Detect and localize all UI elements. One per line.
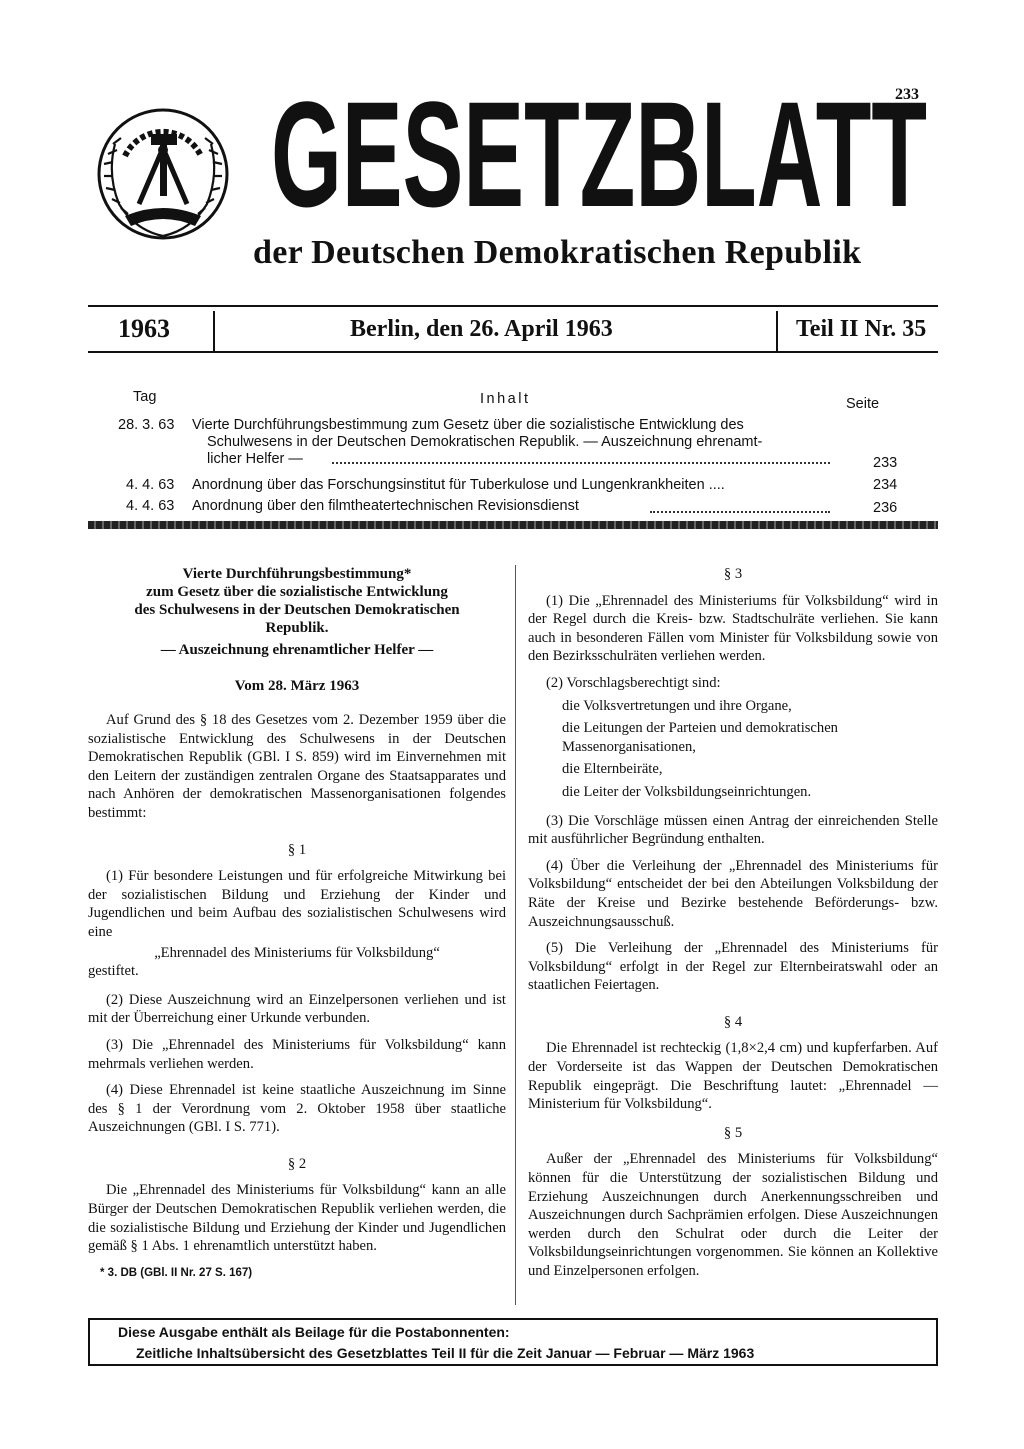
section-heading: § 2 [287, 1155, 307, 1172]
contents-entry-line: Anordnung über das Forschungsinstitut für Tuberkulose und Lungenkrankheiten .... [192, 477, 725, 493]
contents-entry-line: Schulwesens in der Deutschen Demokratischen Republik. — Auszeichnung ehrenamt- [207, 434, 763, 450]
contents-entry-date: 28. 3. 63 [118, 417, 175, 433]
contents-entry-page: 234 [873, 477, 898, 493]
paragraph: (3) Die Vorschläge müssen einen Antrag der einreichenden Stelle mit ausführlicher Begründung enthalten. [528, 812, 938, 848]
contents-entry-line: licher Helfer — [207, 451, 303, 467]
paragraph: Die Ehrennadel ist rechteckig (1,8×2,4 cm) und kupferfarben. Auf der Vorderseite ist das Wappen der Deutschen Demokratischen Republik eingeprägt. Die Beschriftung lautet: „Ehrennadel — Ministerium für Volksbildung“. [528, 1040, 938, 1113]
section-heading: § 1 [287, 841, 307, 858]
section-heading: § 4 [723, 1013, 743, 1030]
issue-divider [213, 311, 215, 351]
paragraph: (3) Die „Ehrennadel des Ministeriums für Volksbildung“ kann mehrmals verliehen werden. [88, 1036, 506, 1072]
contents-leader-dots [332, 462, 830, 464]
issue-date: Berlin, den 26. April 1963 [350, 316, 613, 342]
section-heading: § 5 [723, 1124, 743, 1141]
masthead-title-text: GESETZBLATT [271, 90, 927, 220]
article-preamble: Auf Grund des § 18 des Gesetzes vom 2. Dezember 1959 über die sozialistische Entwicklung des Schulwesens in der Deutschen Demokratischen Republik (GBl. I S. 859) wird im Einvernehmen mit den Leitern der zuständigen zentralen Organe des Staatsapparates und nach Anhören der demokratischen Massenorganisationen folgendes bestimmt: [88, 712, 506, 821]
contents-entry-page: 236 [873, 500, 898, 516]
paragraph: (4) Diese Ehrennadel ist keine staatliche Auszeichnung im Sinne des § 1 der Verordnung vom 2. Oktober 1958 über staatliche Auszeichnungen (GBl. I S. 771). [88, 1082, 506, 1136]
article-title-line: Vierte Durchführungsbestimmung* [182, 566, 412, 582]
footnote: * 3. DB (GBl. II Nr. 27 S. 167) [100, 1266, 253, 1279]
contents-heading-day: Tag [133, 389, 157, 405]
list-item: die Leiter der Volksbildungseinrichtungen. [562, 783, 812, 800]
page-number: 233 [895, 86, 919, 103]
masthead-subtitle: der Deutschen Demokratischen Republik [253, 234, 862, 271]
contents-entry-date: 4. 4. 63 [126, 498, 175, 514]
issue-divider [776, 311, 778, 351]
issue-rule-bottom [88, 351, 938, 353]
issue-part-number: Teil II Nr. 35 [796, 316, 927, 342]
paragraph: Außer der „Ehrennadel des Ministeriums für Volksbildung“ können für die Unterstützung der sozialistischen Bildung und Erziehung Auszeichnungen durch Anerkennungsschreiben und Auszeichnungen durch Sachprämien erfolgen. Diese Auszeichnungen werden durch den Schulrat oder durch die Leiter der Volksbildungseinrichtungen vorgenommen. Sie können an Kollektive und Einzelpersonen erfolgen. [528, 1151, 938, 1279]
paragraph: (5) Die Verleihung der „Ehrennadel des Ministeriums für Volksbildung“ erfolgt in der Regel zur Elternbeiratswahl oder an staatlichen Feiertagen. [528, 940, 938, 994]
award-name: „Ehrennadel des Ministeriums für Volksbildung“ [154, 944, 440, 961]
article-date: Vom 28. März 1963 [234, 678, 360, 694]
contents-entry-line: Vierte Durchführungsbestimmung zum Gesetz über die sozialistische Entwicklung des [192, 417, 744, 433]
column-divider [515, 565, 516, 1305]
supplement-line: Zeitliche Inhaltsübersicht des Gesetzblattes Teil II für die Zeit Januar — Februar — März 1963 [136, 1345, 755, 1361]
list-item: die Volksvertretungen und ihre Organe, [562, 697, 792, 714]
contents-leader-dots [650, 511, 830, 513]
article-title-line: Republik. [265, 620, 329, 636]
contents-heading-page: Seite [846, 396, 880, 412]
paragraph: (1) Die „Ehrennadel des Ministeriums für Volksbildung“ wird in der Regel durch die Kreis- bzw. Stadtschulräte verliehen. Sie kann auch in besonderen Fällen vom Minister für Volksbildung sowie von den Bezirksschulräten verliehen werden. [528, 592, 938, 665]
contents-entry-date: 4. 4. 63 [126, 477, 175, 493]
list-item: die Elternbeiräte, [562, 761, 663, 778]
contents-entry-page: 233 [873, 455, 898, 471]
issue-year: 1963 [118, 314, 170, 343]
paragraph: gestiftet. [88, 963, 139, 980]
masthead-title [268, 90, 930, 220]
paragraph: (1) Für besondere Leistungen und für erfolgreiche Mitwirkung bei der sozialistischen Bildung und Erziehung der Kinder und Jugendlichen und beim Aufbau des sozialistischen Schulwesens wird eine [88, 868, 506, 940]
list-item: die Leitungen der Parteien und demokratischen Massenorganisationen, [562, 720, 838, 755]
gdr-state-emblem-icon [95, 104, 231, 244]
paragraph: (2) Diese Auszeichnung wird an Einzelpersonen verliehen und ist mit der Überreichung einer Urkunde verbunden. [88, 991, 506, 1027]
contents-separator-band [88, 521, 938, 529]
right-column [528, 565, 938, 1289]
contents-heading: Inhalt [480, 391, 531, 407]
paragraph: (2) Vorschlagsberechtigt sind: [546, 674, 721, 691]
article-subtitle: — Auszeichnung ehrenamtlicher Helfer — [160, 642, 434, 658]
supplement-line: Diese Ausgabe enthält als Beilage für die Postabonnenten: [118, 1324, 510, 1340]
left-column [88, 565, 506, 1282]
article-title-line: zum Gesetz über die sozialistische Entwicklung [146, 584, 448, 600]
paragraph: (4) Über die Verleihung der „Ehrennadel des Ministeriums für Volksbildung“ entscheidet der bei den Abteilungen Volksbildung der Räte der Kreise und Bezirke bestehende Beförderungs- bzw. Auszeichnungsausschuß. [528, 857, 938, 930]
issue-rule-top [88, 305, 938, 307]
paragraph: Die „Ehrennadel des Ministeriums für Volksbildung“ kann an alle Bürger der Deutschen Demokratischen Republik verliehen werden, die die sozialistische Bildung und Erziehung der Kinder und Jugendlichen gemäß § 1 Abs. 1 ehrenamtlich unterstützt haben. [88, 1182, 506, 1255]
article-title-line: des Schulwesens in der Deutschen Demokratischen [134, 602, 460, 618]
section-heading: § 3 [723, 566, 743, 582]
contents-entry-line: Anordnung über den filmtheatertechnischen Revisionsdienst [192, 498, 579, 514]
